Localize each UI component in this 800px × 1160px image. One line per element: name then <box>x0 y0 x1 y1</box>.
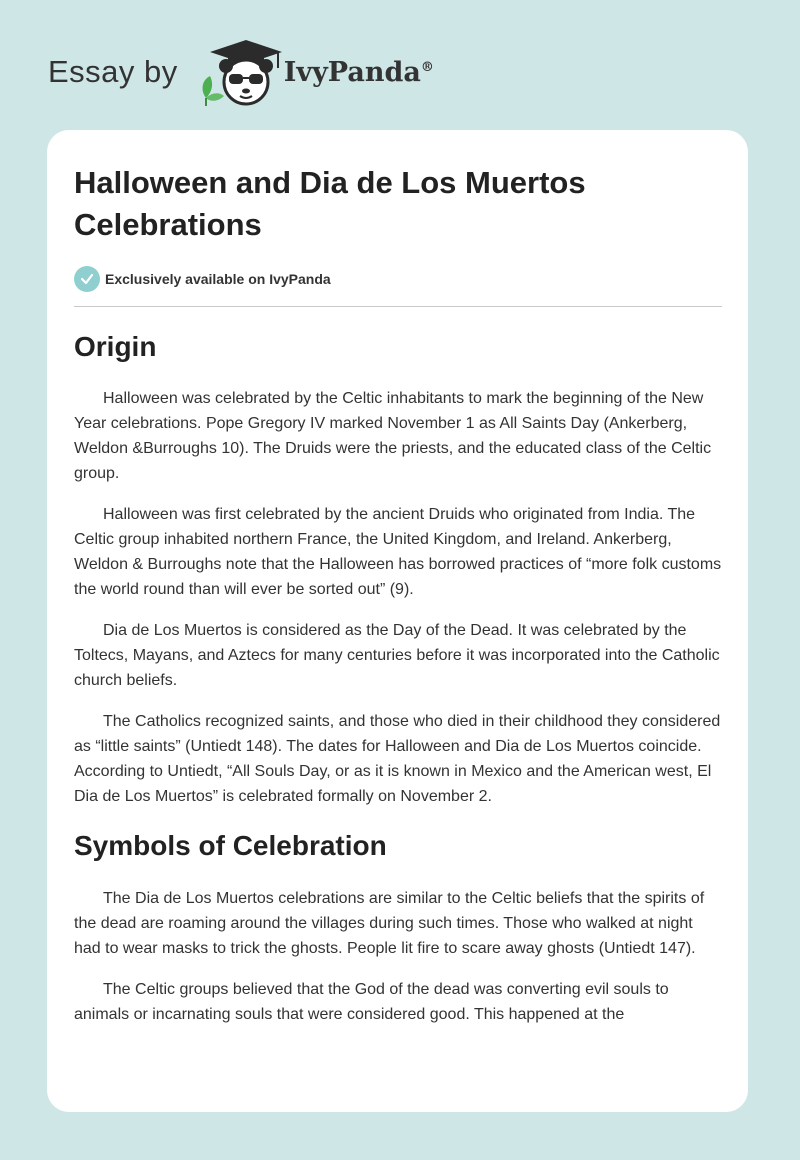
paragraph: The Celtic groups believed that the God of the dead was converting evil souls to animals or incarnating souls that were considered good. This happened at the <box>74 981 669 1023</box>
check-icon <box>74 266 100 292</box>
essay-content <box>74 162 722 1027</box>
divider <box>74 306 722 307</box>
section-heading-origin: Origin <box>74 331 157 362</box>
paragraph: Halloween was first celebrated by the ancient Druids who originated from India. The Celtic group inhabited northern France, the United Kingdom, and Ireland. Ankerberg, Weldon & Burroughs note that the Halloween has borrowed practices of “more folk customs the world round than will ever be sorted out” (9). <box>74 506 722 598</box>
exclusive-badge <box>74 265 722 293</box>
paragraph: The Catholics recognized saints, and those who died in their childhood they considered as “little saints” (Untiedt 148). The dates for Halloween and Dia de Los Muertos coincide. According to Untiedt, “All Souls Day, or as it is known in Mexico and the American west, El Dia de Los Muertos” is celebrated formally on November 2. <box>74 713 721 805</box>
page-title: Halloween and Dia de Los Muertos Celebrations <box>74 165 586 242</box>
paragraph: The Dia de Los Muertos celebrations are similar to the Celtic beliefs that the spirits of the dead are roaming around the villages during such times. Those who walked at night had to wear masks to trick the ghosts. People lit fire to scare away ghosts (Untiedt 147). <box>74 890 705 957</box>
paragraph: Dia de Los Muertos is considered as the Day of the Dead. It was celebrated by the Toltecs, Mayans, and Aztecs for many centuries before it was incorporated into the Catholic church beliefs. <box>74 622 720 689</box>
brand-prefix: Essay by <box>48 54 178 89</box>
paragraph: Halloween was celebrated by the Celtic inhabitants to mark the beginning of the New Year celebrations. Pope Gregory IV marked November 1 as All Saints Day (Ankerberg, Weldon &Burroughs 10). The Druids were the priests, and the educated class of the Celtic group. <box>74 390 712 482</box>
essay-card <box>47 130 748 1112</box>
brand-name: IvyPanda® <box>283 56 434 88</box>
badge-text: Exclusively available on IvyPanda <box>105 271 331 287</box>
panda-logo-icon[interactable] <box>192 36 288 108</box>
brand-header <box>48 36 434 108</box>
section-heading-symbols: Symbols of Celebration <box>74 830 387 861</box>
